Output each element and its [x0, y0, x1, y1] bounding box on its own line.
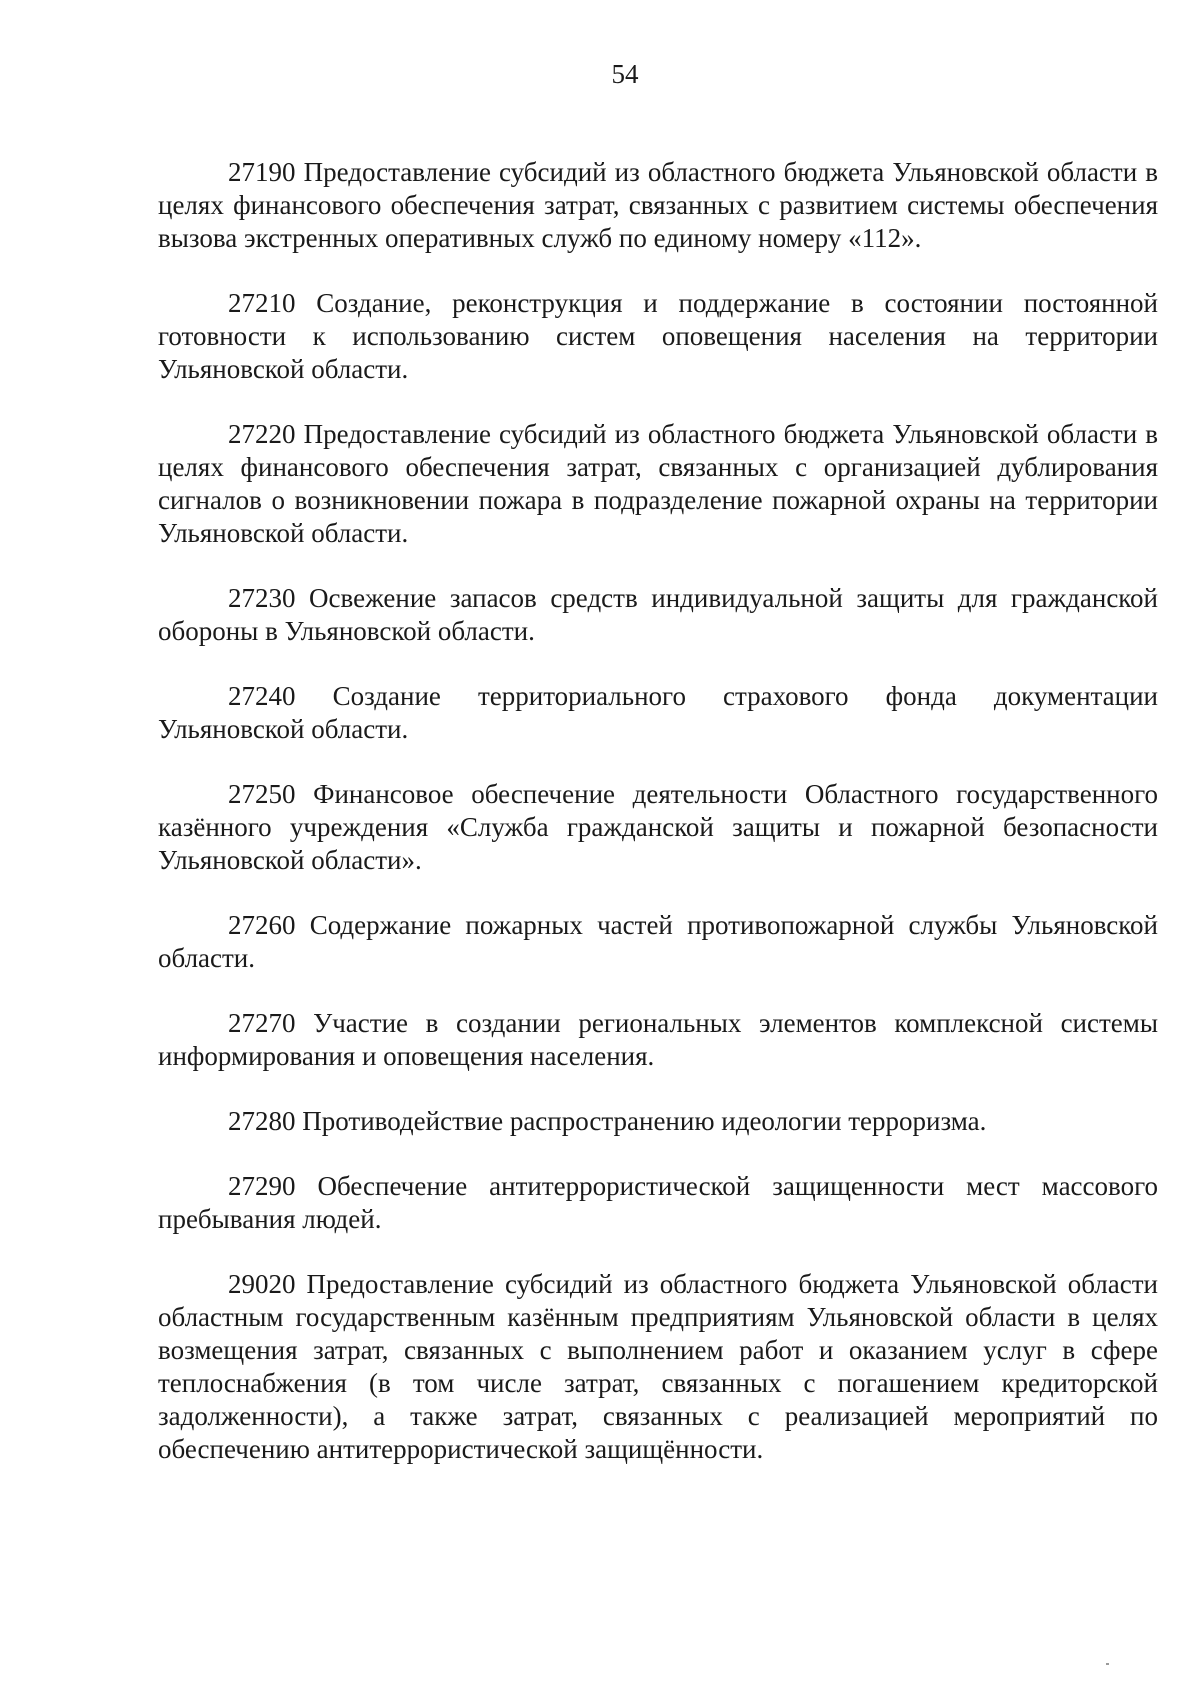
- paragraph-27290: 27290 Обеспечение антитеррористической защищенности мест массового пребывания людей.: [158, 1171, 1158, 1234]
- paragraph-27270: 27270 Участие в создании региональных элементов комплексной системы информирования и оповещения населения.: [158, 1008, 1158, 1071]
- paragraph-29020: 29020 Предоставление субсидий из областного бюджета Ульяновской области областным государственным казённым предприятиям Ульяновской области в целях возмещения затрат, связанных с выполнением работ и оказанием услуг в сфере теплоснабжения (в том числе затрат, связанных с погашением кредиторской задолженности), а также затрат, связанных с реализацией мероприятий по обеспечению антитеррористической защищённости.: [158, 1269, 1158, 1464]
- paragraph-27280: 27280 Противодействие распространению идеологии терроризма.: [228, 1106, 987, 1136]
- paragraph-27230: 27230 Освежение запасов средств индивидуальной защиты для гражданской обороны в Ульяновской области.: [158, 583, 1158, 646]
- paragraph-27220: 27220 Предоставление субсидий из областного бюджета Ульяновской области в целях финансового обеспечения затрат, связанных с организацией дублирования сигналов о возникновении пожара в подразделение пожарной охраны на территории Ульяновской области.: [158, 419, 1158, 548]
- document-body: [158, 156, 1158, 1498]
- paragraph-27240: 27240 Создание территориального страхового фонда документации Ульяновской области.: [158, 681, 1158, 744]
- paragraph-27260: 27260 Содержание пожарных частей противопожарной службы Ульяновской области.: [158, 910, 1158, 973]
- page-number: 54: [611, 59, 639, 89]
- paragraph-27210: 27210 Создание, реконструкция и поддержание в состоянии постоянной готовности к использованию систем оповещения населения на территории Ульяновской области.: [158, 288, 1158, 384]
- paragraph-27190: 27190 Предоставление субсидий из областного бюджета Ульяновской области в целях финансового обеспечения затрат, связанных с развитием системы обеспечения вызова экстренных оперативных служб по единому номеру «112».: [158, 157, 1158, 253]
- scan-speck: [1106, 1663, 1109, 1665]
- paragraph-27250: 27250 Финансовое обеспечение деятельности Областного государственного казённого учреждения «Служба гражданской защиты и пожарной безопасности Ульяновской области».: [158, 779, 1158, 875]
